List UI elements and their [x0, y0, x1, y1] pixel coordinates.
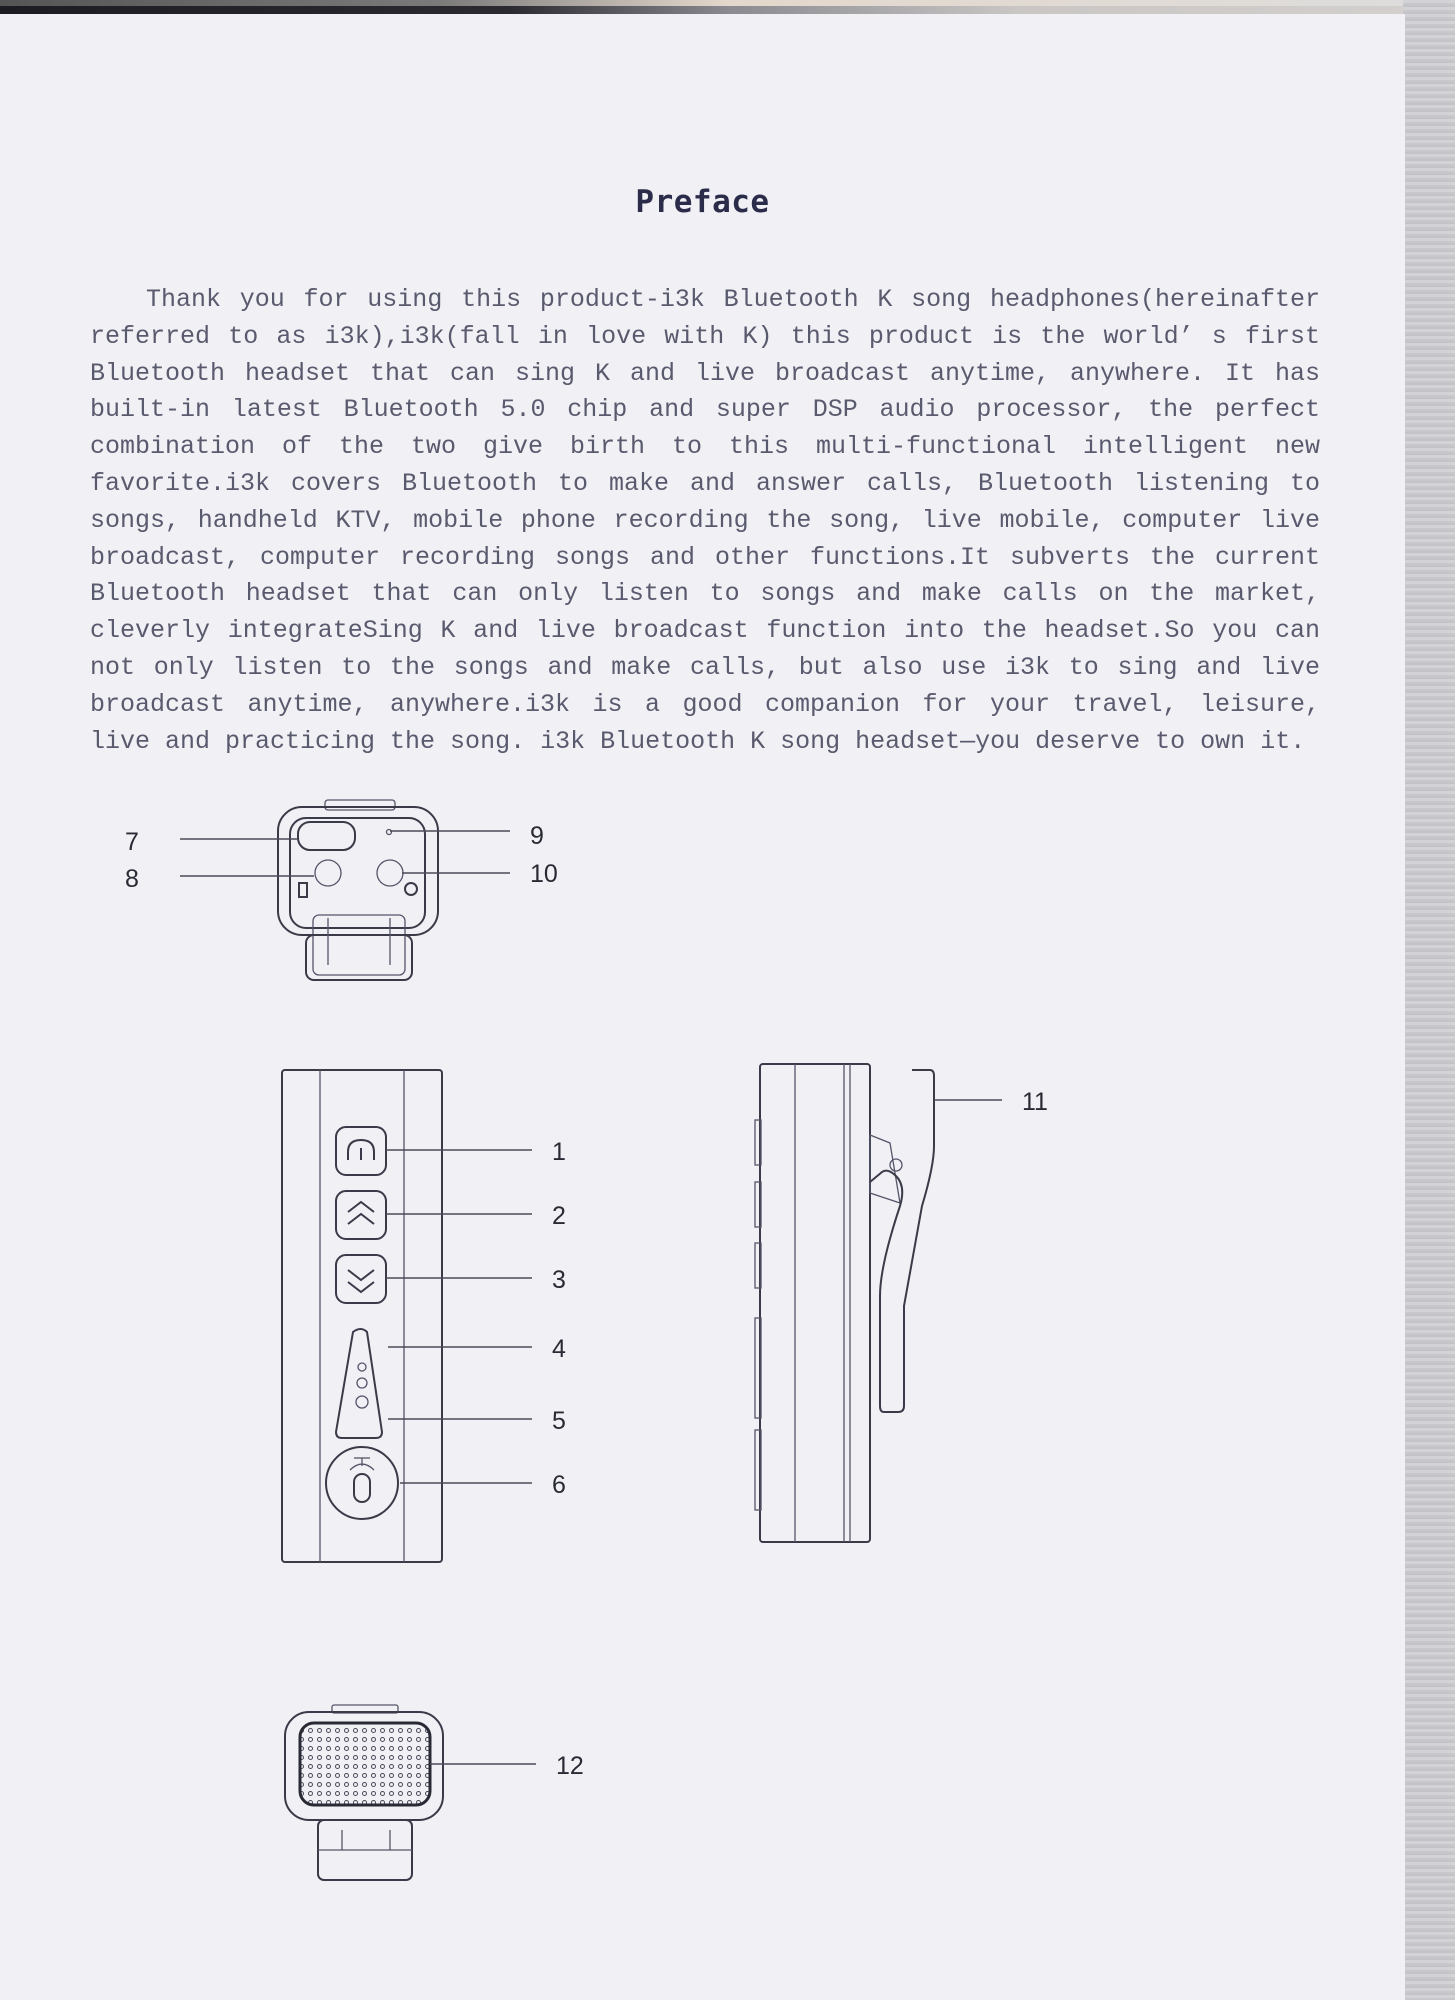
- scan-side-strip: [1403, 0, 1455, 2000]
- scan-edge-top: [0, 0, 1455, 6]
- callout-8: 8: [125, 865, 139, 893]
- phone-button-icon: [336, 1127, 386, 1175]
- bottom-view-diagram: [270, 1690, 600, 1890]
- callout-1: 1: [552, 1138, 566, 1166]
- jack-left-icon: [315, 860, 341, 886]
- switch-icon: [299, 883, 307, 897]
- callout-6: 6: [552, 1471, 566, 1499]
- side-view-diagram: [740, 1040, 1070, 1600]
- callout-4: 4: [552, 1335, 566, 1363]
- button-icon: [405, 883, 417, 895]
- top-view-diagram: [100, 780, 600, 1000]
- indicator-hole-icon: [387, 830, 392, 835]
- preface-paragraph: [90, 282, 1320, 760]
- callout-2: 2: [552, 1202, 566, 1230]
- callout-5: 5: [552, 1407, 566, 1435]
- volume-up-button-icon: [336, 1191, 386, 1239]
- usb-port-icon: [298, 822, 355, 850]
- jack-right-icon: [377, 860, 403, 886]
- callout-9: 9: [530, 822, 544, 850]
- volume-down-button-icon: [336, 1255, 386, 1303]
- callout-12: 12: [556, 1752, 584, 1780]
- document-page: [0, 14, 1405, 2000]
- microphone-button-icon: [326, 1447, 398, 1519]
- front-view-diagram: [270, 1060, 600, 1600]
- callout-7: 7: [125, 828, 139, 856]
- callout-3: 3: [552, 1266, 566, 1294]
- indicator-lights-icon: [336, 1329, 382, 1438]
- speaker-grill-icon: [300, 1723, 430, 1805]
- preface-text: Thank you for using this product-i3k Bluetooth K song headphones(hereinafter referred to as i3k),i3k(fall in love with K) this product is the world’ s first Bluetooth headset that can sing K and live broadcast anytime, anywhere. It has built-in latest Bluetooth 5.0 chip and super DSP audio processor, the perfect combination of the two give birth to this multi-functional intelligent new favorite.i3k covers Bluetooth to make and answer calls, Bluetooth listening to songs, handheld KTV, mobile phone recording the song, live mobile, computer live broadcast, computer recording songs and other functions.It subverts the current Bluetooth headset that can only listen to songs and make calls on the market, cleverly integrateSing K and live broadcast function into the headset.So you can not only listen to the songs and make calls, but also use i3k to sing and live broadcast anytime, anywhere.i3k is a good companion for your travel, leisure, live and practicing the song. i3k Bluetooth K song headset—you deserve to own it.: [90, 285, 1320, 756]
- callout-11: 11: [1022, 1088, 1048, 1116]
- page-title: Preface: [635, 184, 770, 220]
- callout-10: 10: [530, 860, 558, 888]
